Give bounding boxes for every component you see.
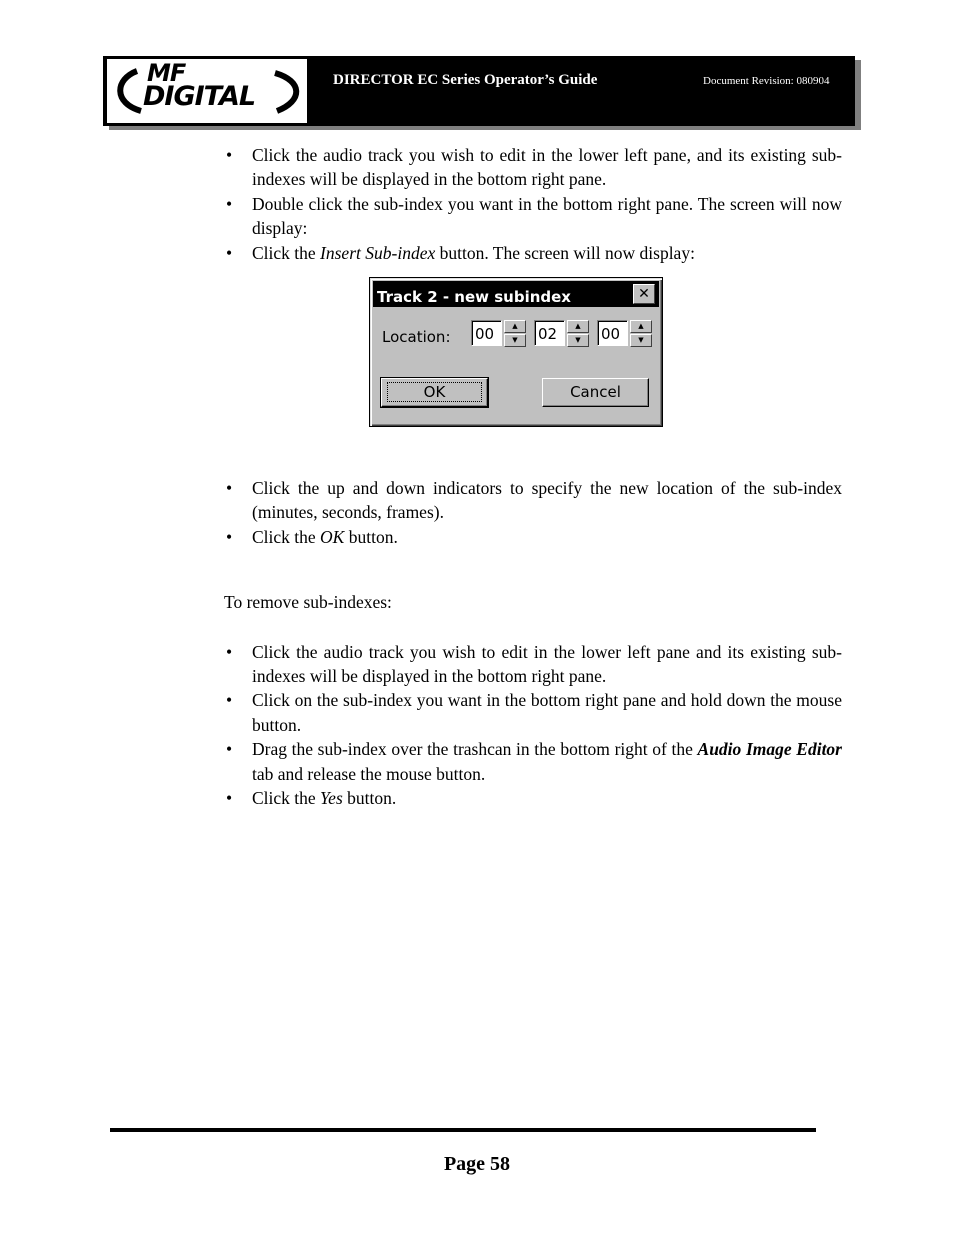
bullet-list-location: [224, 476, 842, 549]
footer-rule: [110, 1128, 816, 1132]
location-label: Location:: [382, 328, 451, 347]
list-item: • Drag the sub-index over the trashcan in the bottom right of the Audio Image Editor tab and release the mouse button.: [226, 739, 842, 784]
ok-button[interactable]: OK: [381, 378, 488, 407]
bullet-icon: •: [226, 641, 233, 662]
document-title: DIRECTOR EC Series Operator’s Guide: [333, 72, 598, 88]
frames-field[interactable]: 00: [597, 320, 628, 346]
minutes-up-arrow-icon[interactable]: ▲: [504, 320, 526, 333]
bullet-icon: •: [226, 242, 233, 263]
bullet-icon: •: [226, 193, 233, 214]
bullet-icon: •: [226, 145, 233, 165]
bullet-icon: •: [226, 739, 233, 760]
frames-down-arrow-icon[interactable]: ▼: [630, 334, 652, 347]
list-item: • Click the up and down indicators to specify the new location of the sub-index (minutes, seconds, frames).: [226, 478, 842, 523]
list-item: • Click on the sub-index you want in the bottom right pane and hold down the mouse button.: [226, 690, 842, 735]
frames-up-arrow-icon[interactable]: ▲: [630, 320, 652, 333]
logo-mf-text: MF: [147, 59, 186, 87]
document-revision: Document Revision: 080904: [703, 75, 830, 87]
bullet-list-insert: [224, 143, 842, 265]
list-item: • Double click the sub-index you want in the bottom right pane. The screen will now display:: [226, 193, 842, 239]
dialog-title: Track 2 - new subindex: [377, 288, 571, 307]
minutes-field[interactable]: 00: [471, 320, 502, 346]
list-item: • Click the OK button.: [224, 525, 842, 549]
bullet-list-remove: [224, 640, 842, 811]
minutes-down-arrow-icon[interactable]: ▼: [504, 334, 526, 347]
bullet-icon: •: [226, 788, 233, 809]
new-subindex-dialog: [369, 277, 663, 427]
page-header: [103, 56, 855, 126]
seconds-field[interactable]: 02: [534, 320, 565, 346]
logo-digital-text: DIGITAL: [143, 81, 256, 112]
seconds-up-arrow-icon[interactable]: ▲: [567, 320, 589, 333]
list-item: • Click the Yes button.: [224, 786, 842, 810]
remove-heading: To remove sub-indexes:: [224, 592, 392, 613]
page-content: [224, 143, 842, 811]
list-item: • Click the audio track you wish to edit in the lower left pane and its existing sub-indexes will be displayed in the bottom right pane.: [226, 641, 842, 687]
dialog-titlebar: [373, 281, 659, 307]
seconds-down-arrow-icon[interactable]: ▼: [567, 334, 589, 347]
bullet-icon: •: [226, 478, 233, 499]
list-item: • Click the audio track you wish to edit in the lower left pane, and its existing sub-indexes will be displayed in the bottom right pane.: [226, 145, 842, 190]
bullet-icon: •: [226, 690, 233, 711]
mf-digital-logo: [107, 59, 307, 123]
bullet-icon: •: [226, 526, 233, 547]
page-number: Page 58: [443, 1153, 511, 1175]
close-icon[interactable]: ✕: [633, 284, 655, 304]
cancel-button[interactable]: Cancel: [542, 378, 649, 407]
list-item: • Click the Insert Sub-index button. The screen will now display:: [224, 241, 842, 265]
